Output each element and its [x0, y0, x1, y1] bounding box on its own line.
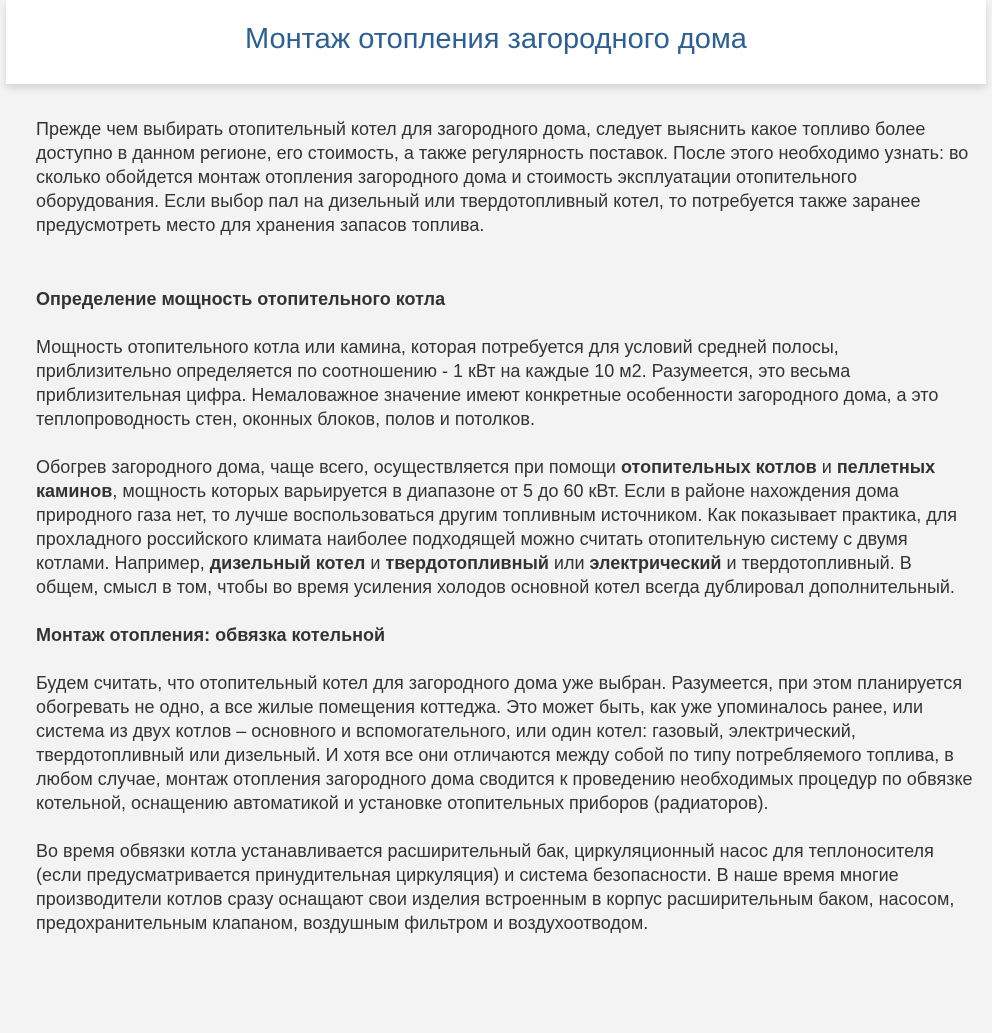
- spacer: [36, 599, 986, 623]
- bold-term-heating-boilers: отопительных котлов: [620, 457, 817, 477]
- heating-options-paragraph: [36, 455, 976, 599]
- page-title: Монтаж отопления загородного дома: [245, 22, 747, 55]
- boiler-piping-paragraph: Будем считать, что отопительный котел для загородного дома уже выбран. Разумеется, при этом планируется обогревать не одно, а все жилые помещения коттеджа. Это может быть, как уже упоминалось ранее, или система из двух котлов – основного и вспомогательного, или один котел: газовый, электрический, твердотопливный или дизельный. И хотя все они отличаются между собой по типу потребляемого топлива, в любом случае, монтаж отопления загородного дома сводится к проведению необходимых процедур по обвязке котельной, оснащению автоматикой и установке отопительных приборов (радиаторов).: [36, 673, 973, 813]
- bold-term-diesel-boiler: дизельный котел: [209, 553, 366, 573]
- section-heading-boiler-piping: Монтаж отопления: обвязка котельной: [36, 625, 386, 645]
- text-run: Обогрев загородного дома, чаще всего, осуществляется при помощи: [36, 457, 621, 477]
- intro-paragraph: Прежде чем выбирать отопительный котел для загородного дома, следует выяснить какое топливо более доступно в данном регионе, его стоимость, а также регулярность поставок. После этого необходимо узнать: во сколько обойдется монтаж отопления загородного дома и стоимость эксплуатации отопительного оборудования. Если выбор пал на дизельный или твердотопливный котел, то потребуется также заранее предусмотреть место для хранения запасов топлива.: [36, 119, 969, 235]
- bold-term-solid-fuel: твердотопливный: [385, 553, 549, 573]
- section-heading-boiler-power: Определение мощность отопительного котла: [36, 289, 446, 309]
- spacer: [36, 647, 986, 671]
- text-run: и: [365, 553, 386, 573]
- bold-term-electric: электрический: [589, 553, 722, 573]
- spacer: [36, 237, 986, 287]
- text-run: или: [548, 553, 590, 573]
- spacer: [36, 311, 986, 335]
- bold-term-pellet-stoves: пеллетных каминов: [36, 457, 936, 501]
- text-run: и: [816, 457, 837, 477]
- expansion-tank-paragraph: Во время обвязки котла устанавливается расширительный бак, циркуляционный насос для теплоносителя (если предусматривается принудительная циркуляция) и система безопасности. В наше время многие производители котлов сразу оснащают свои изделия встроенным в корпус расширительным баком, насосом, предохранительным клапаном, воздушным фильтром и воздухоотводом.: [36, 841, 955, 933]
- boiler-power-paragraph: Мощность отопительного котла или камина, которая потребуется для условий средней полосы, приблизительно определяется по соотношению - 1 кВт на каждые 10 м2. Разумеется, это весьма приблизительная цифра. Немаловажное значение имеют конкретные особенности загородного дома, а это теплопроводность стен, оконных блоков, полов и потолков.: [36, 337, 939, 429]
- spacer: [36, 815, 986, 839]
- spacer: [36, 431, 986, 455]
- text-run: и твердотопливный. В общем, смысл в том, чтобы во время усиления холодов основной котел всегда дублировал дополнительный.: [36, 553, 955, 597]
- page-header: [6, 0, 986, 84]
- text-run: , мощность которых варьируется в диапазоне от 5 до 60 кВт. Если в районе нахождения дома природного газа нет, то лучше воспользоваться другим топливным источником. Как показывает практика, для прохладного российского климата наиболее подходящей можно считать отопительную систему с двумя котлами. Например,: [36, 481, 957, 573]
- article-body: [6, 84, 986, 1033]
